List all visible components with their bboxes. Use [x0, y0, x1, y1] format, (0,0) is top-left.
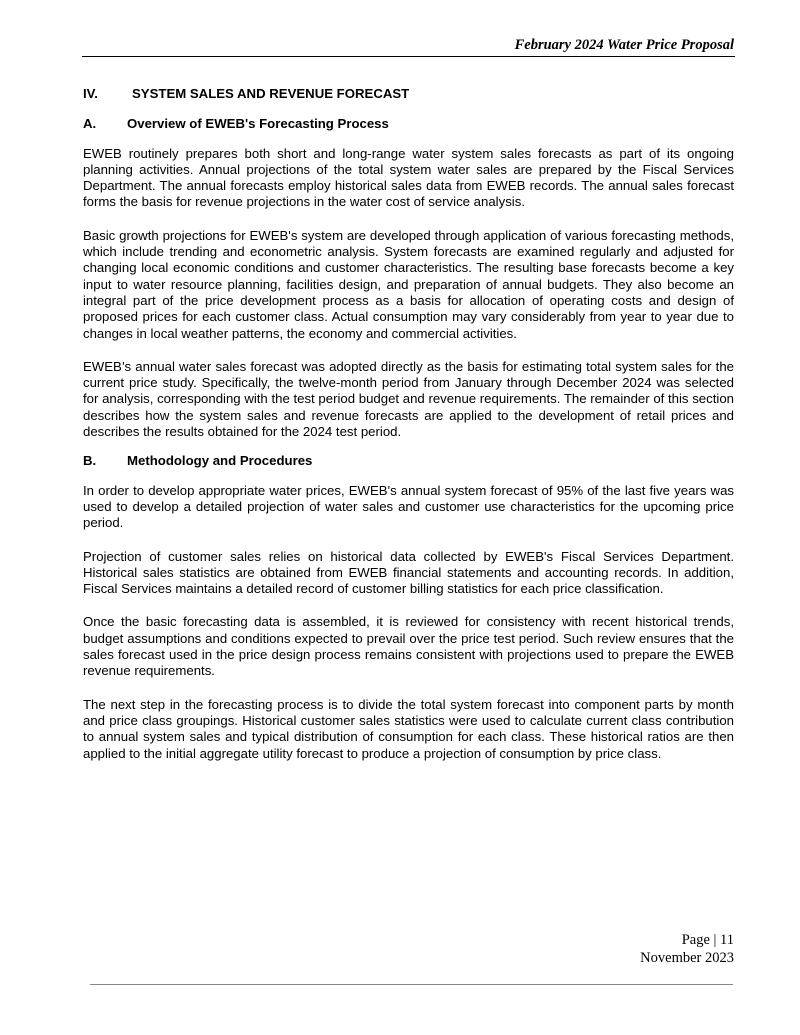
section-heading — [83, 86, 734, 102]
page-number: Page | 11 — [681, 932, 734, 948]
subsection-title: Overview of EWEB's Forecasting Process — [127, 116, 389, 132]
subsection-title: Methodology and Procedures — [127, 453, 313, 469]
subsection-heading-b — [83, 453, 734, 469]
subsection-letter: B. — [83, 453, 97, 469]
paragraph: The next step in the forecasting process is to divide the total system forecast into component parts by month and price class groupings. Historical customer sales statistics were used to calculate current class contribution to annual system sales and typical distribution of consumption for each class. These historical ratios are then applied to the initial aggregate utility forecast to produce a projection of consumption by price class. — [83, 696, 734, 761]
footer-date: November 2023 — [640, 950, 734, 966]
paragraph: EWEB’s annual water sales forecast was adopted directly as the basis for estimating total system sales for the current price study. Specifically, the twelve-month period from January through December 2024 was selected for analysis, corresponding with the test period budget and revenue requirements. The remainder of this section describes how the system sales and revenue forecasts are applied to the development of retail prices and describes the results obtained for the 2024 test period. — [83, 358, 734, 440]
paragraph: Basic growth projections for EWEB's system are developed through application of various forecasting methods, which include trending and econometric analysis. System forecasts are examined regularly and adjusted for changing local economic conditions and customer characteristics. The resulting base forecasts become a key input to water resource planning, facilities design, and preparation of annual budgets. They also become an integral part of the price development process as a basis for allocation of operating costs and design of proposed prices for each customer class. Actual consumption may vary considerably from year to year due to changes in local weather patterns, the economy and commercial activities. — [83, 227, 734, 341]
footer-divider — [90, 984, 733, 985]
document-body — [83, 86, 734, 779]
paragraph: In order to develop appropriate water prices, EWEB's annual system forecast of 95% of the last five years was used to develop a detailed projection of water sales and customer use characteristics for the upcoming price period. — [83, 482, 734, 531]
subsection-heading-a — [83, 116, 734, 132]
header-divider — [82, 56, 735, 57]
section-title: SYSTEM SALES AND REVENUE FORECAST — [132, 86, 410, 101]
paragraph: EWEB routinely prepares both short and long-range water system sales forecasts as part of its ongoing planning activities. Annual projections of the total system water sales are prepared by the Fiscal Services Department. The annual forecasts employ historical sales data from EWEB records. The annual sales forecast forms the basis for revenue projections in the water cost of service analysis. — [83, 145, 734, 210]
paragraph: Once the basic forecasting data is assembled, it is reviewed for consistency with recent historical trends, budget assumptions and conditions expected to prevail over the price test period. Such review ensures that the sales forecast used in the price design process remains consistent with projections used to prepare the EWEB revenue requirements. — [83, 614, 734, 679]
paragraph: Projection of customer sales relies on historical data collected by EWEB's Fiscal Services Department. Historical sales statistics are obtained from EWEB financial statements and accounting records. In addition, Fiscal Services maintains a detailed record of customer billing statistics for each price classification. — [83, 548, 734, 597]
document-header-title: February 2024 Water Price Proposal — [514, 37, 734, 53]
section-number: IV. — [83, 86, 98, 101]
subsection-letter: A. — [83, 116, 97, 132]
